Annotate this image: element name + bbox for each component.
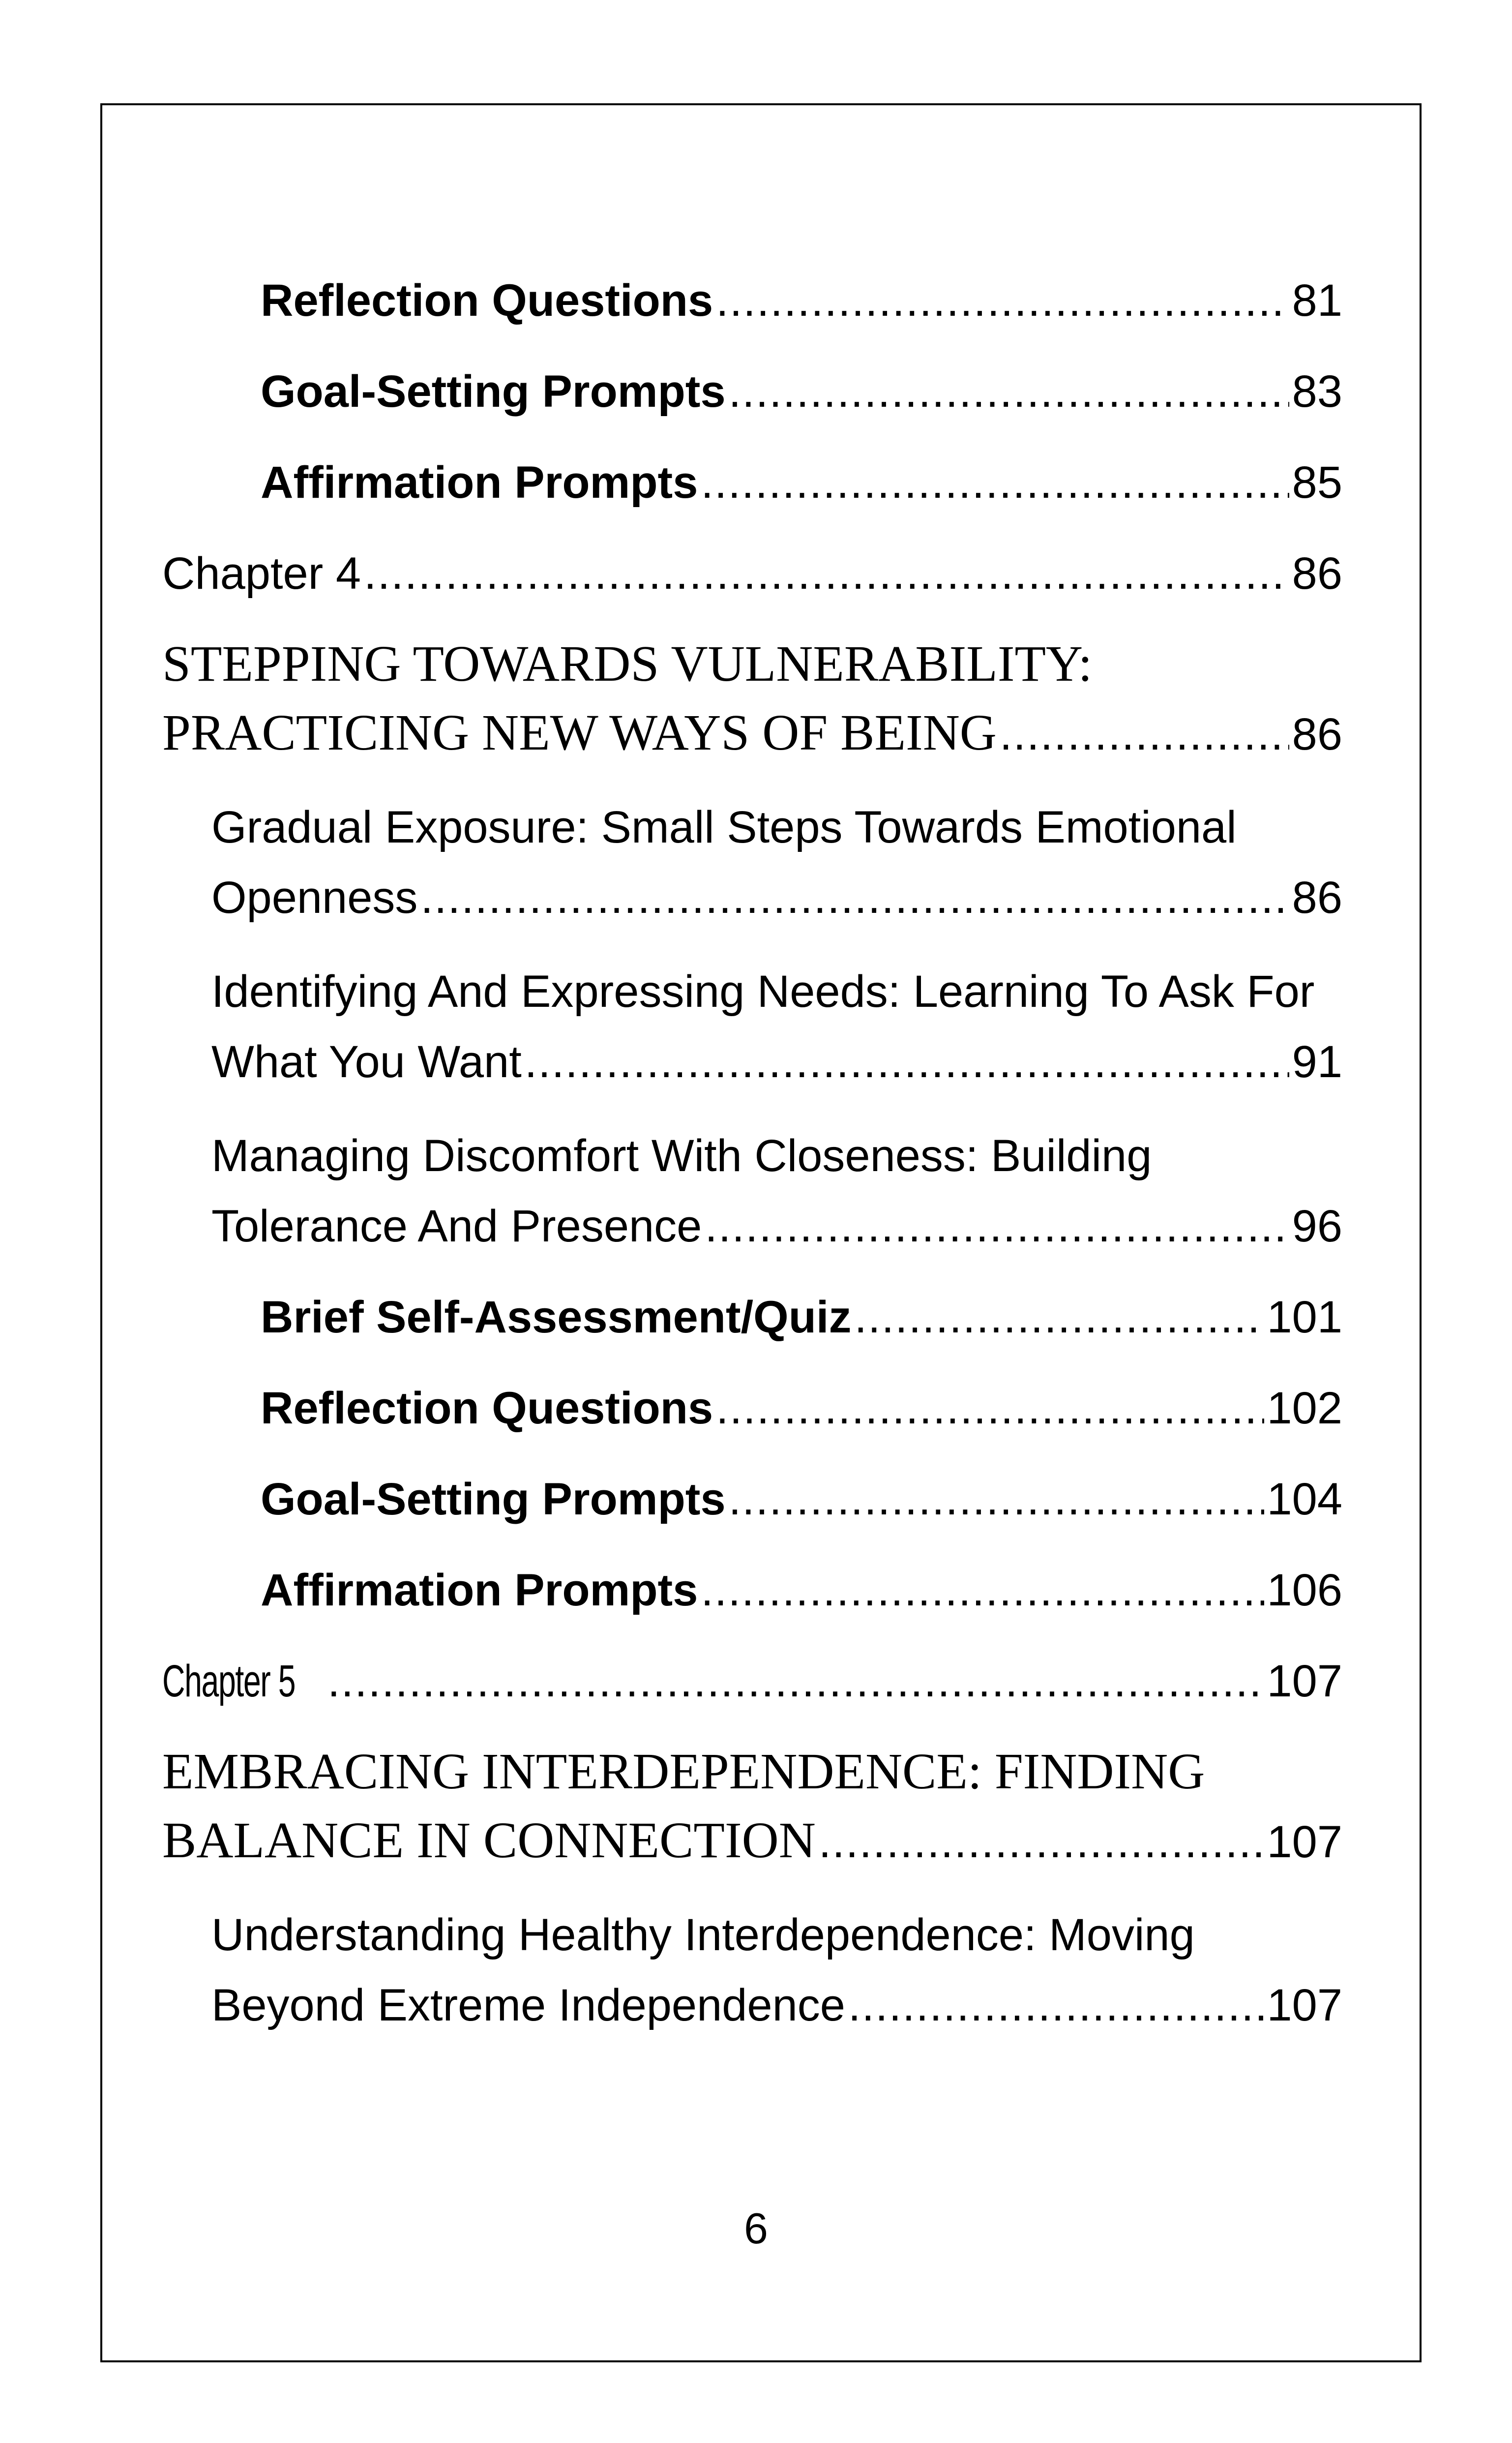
toc-leader-dots [701,1555,1264,1626]
toc-entry-label: Goal-Setting Prompts [261,1474,726,1524]
toc-entry-label: Chapter 5 [162,1656,296,1706]
toc-entry-label-line1: EMBRACING INTERDEPENDENCE: FINDING [162,1743,1205,1800]
toc-entry-label-line2: What You Want [211,1037,522,1087]
toc-page-number: 107 [1267,1980,1342,2030]
toc-leader-dots [525,1027,1289,1097]
toc-leader-dots [364,539,1289,609]
toc-entry-label-line1: Understanding Healthy Interdependence: Moving [211,1910,1195,1960]
toc-leader-dots [716,266,1289,336]
toc-entry-label-line2: Tolerance And Presence [211,1201,702,1251]
toc-entry-label: Brief Self-Assessment/Quiz [261,1292,852,1342]
toc-entry-label: Reflection Questions [261,1383,713,1433]
toc-entry-chapter-5[interactable] [162,1646,1342,1717]
toc-leader-dots [819,1808,1264,1876]
toc-leader-dots [705,1191,1289,1262]
toc-entry-affirmation-prompts[interactable] [261,448,1342,518]
toc-entry-label-line2: BALANCE IN CONNECTION [162,1812,816,1869]
toc-entry-gradual-exposure[interactable] [211,792,1342,933]
toc-page-number: 106 [1267,1565,1342,1615]
toc-page-number: 81 [1292,275,1342,326]
toc-entry-chapter-4[interactable] [162,539,1342,609]
toc-entry-managing-discomfort[interactable] [211,1121,1342,1262]
toc-entry-chapter-5-title[interactable] [162,1737,1342,1876]
toc-leader-dots [1000,700,1289,769]
toc-entry-label-line1: Gradual Exposure: Small Steps Towards Emotional [211,802,1237,852]
toc-leader-dots [729,357,1289,427]
toc-entry-goal-setting-prompts[interactable] [261,1464,1342,1535]
toc-entry-identifying-needs[interactable] [211,957,1342,1097]
toc-page-number: 101 [1267,1292,1342,1342]
toc-leader-dots [848,1970,1264,2041]
toc-entry-reflection-questions[interactable] [261,266,1342,336]
toc-leader-dots [701,448,1289,518]
toc-entry-brief-self-assessment[interactable] [261,1282,1342,1353]
toc-entry-label-line1: Identifying And Expressing Needs: Learning To Ask For [211,966,1315,1017]
toc-leader-dots [420,863,1289,933]
toc-page-number: 86 [1292,548,1342,599]
toc-leader-dots [327,1646,1264,1717]
toc-entry-label: Affirmation Prompts [261,1565,698,1615]
toc-entry-label: Reflection Questions [261,275,713,326]
toc-page-number: 104 [1267,1474,1342,1524]
toc-entry-affirmation-prompts[interactable] [261,1555,1342,1626]
toc-leader-dots [729,1464,1264,1535]
toc-entry-label-line1: Managing Discomfort With Closeness: Building [211,1131,1152,1181]
toc-entry-reflection-questions[interactable] [261,1373,1342,1444]
toc-page-number: 86 [1292,709,1342,759]
page-number: 6 [744,2204,768,2253]
toc-page-number: 107 [1267,1656,1342,1706]
toc-page-number: 83 [1292,366,1342,417]
toc-entry-label-line2: Beyond Extreme Independence [211,1980,845,2030]
toc-entry-label: Goal-Setting Prompts [261,366,726,417]
table-of-contents [162,266,1342,2041]
toc-entry-label: Affirmation Prompts [261,457,698,508]
toc-entry-understanding-interdependence[interactable] [211,1900,1342,2041]
toc-page-number: 86 [1292,873,1342,923]
toc-page-number: 85 [1292,457,1342,508]
toc-entry-label: Chapter 4 [162,548,361,599]
toc-page-number: 107 [1267,1817,1342,1867]
toc-entry-goal-setting-prompts[interactable] [261,357,1342,427]
toc-leader-dots [716,1373,1264,1444]
toc-page-number: 91 [1292,1037,1342,1087]
toc-entry-label-line1: STEPPING TOWARDS VULNERABILITY: [162,635,1093,692]
toc-leader-dots [854,1282,1264,1353]
toc-entry-chapter-4-title[interactable] [162,630,1342,769]
toc-page-number: 96 [1292,1201,1342,1251]
toc-entry-label-line2: PRACTICING NEW WAYS OF BEING [162,704,997,761]
toc-entry-label-line2: Openness [211,873,418,923]
toc-page-number: 102 [1267,1383,1342,1433]
